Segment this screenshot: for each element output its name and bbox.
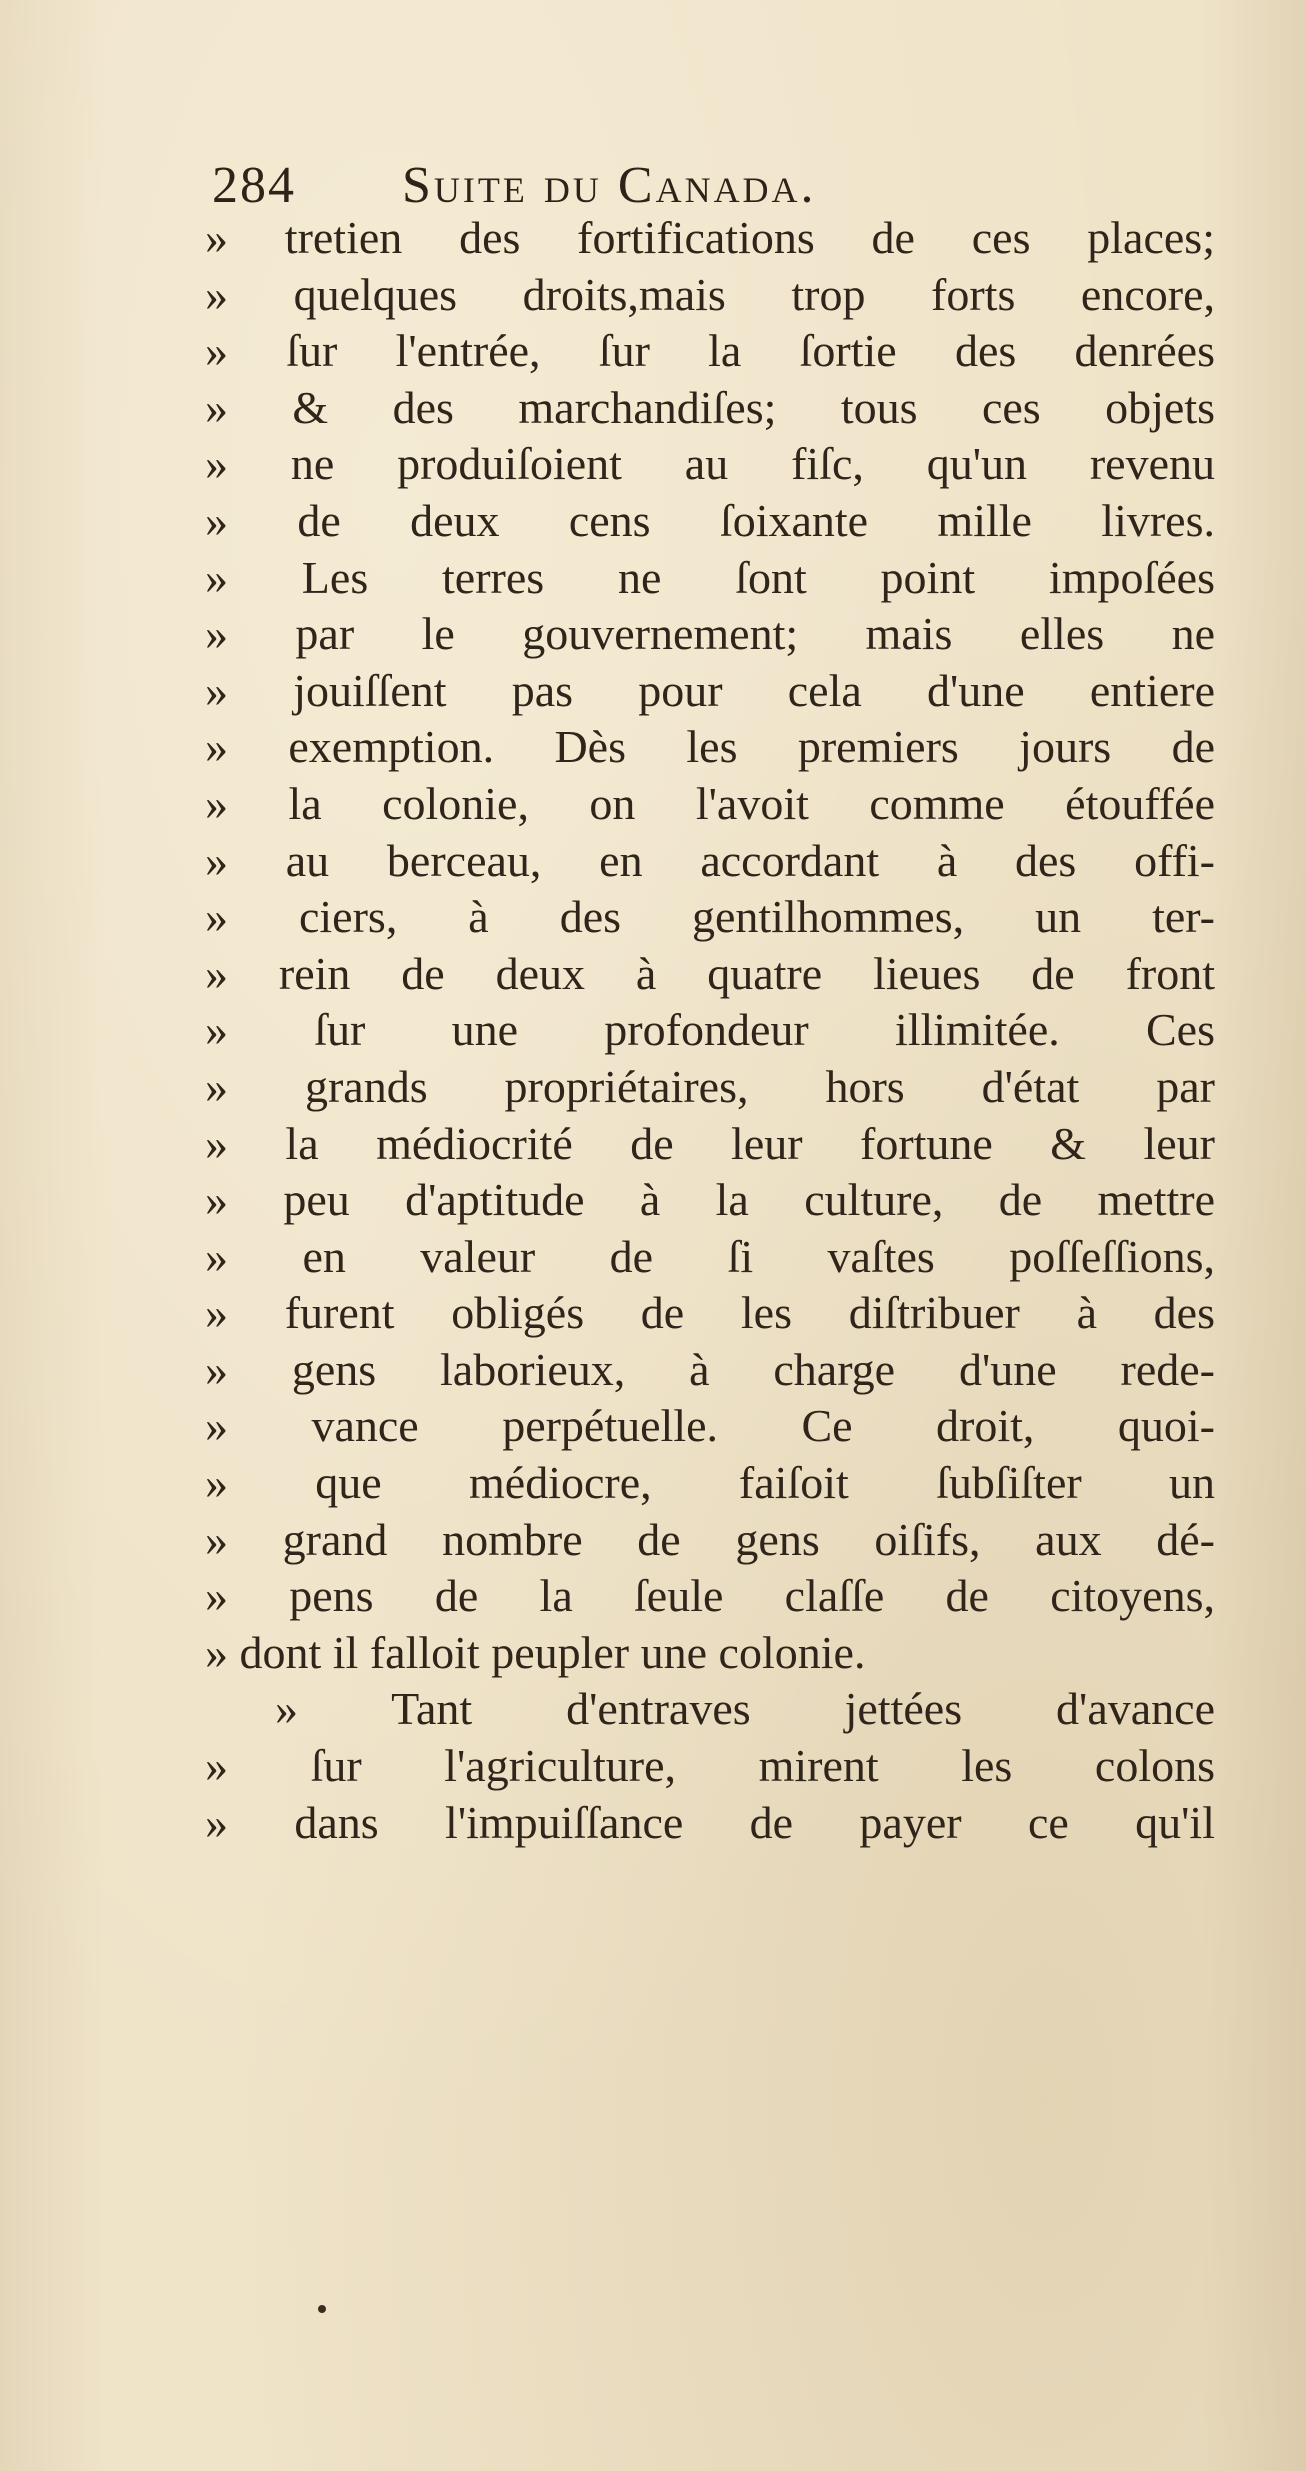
text-line: » exemption. Dès les premiers jours de (205, 721, 1215, 773)
text-line: » peu d'aptitude à la culture, de mettre (205, 1174, 1215, 1226)
ink-speck (318, 2305, 326, 2313)
running-title: Suite du Canada. (402, 157, 817, 214)
text-line: » la médiocrité de leur fortune & leur (205, 1117, 1215, 1169)
text-line: » tretien des fortifications de ces places; (205, 212, 1215, 263)
text-line: » rein de deux à quatre lieues de front (205, 947, 1215, 999)
text-line: » que médiocre, faiſoit ſubſiſter un (205, 1457, 1215, 1509)
text-line: » par le gouvernement; mais elles ne (205, 608, 1215, 660)
text-line: » jouiſſent pas pour cela d'une entiere (205, 664, 1215, 716)
text-line: » dont il falloit peupler une colonie. (205, 1626, 866, 1678)
running-head (212, 156, 1212, 216)
text-line: » la colonie, on l'avoit comme étouffée (205, 777, 1215, 829)
text-line: » pens de la ſeule claſſe de citoyens, (205, 1570, 1215, 1622)
text-line: » ſur une profondeur illimitée. Ces (205, 1004, 1215, 1056)
text-line: » de deux cens ſoixante mille livres. (205, 494, 1215, 546)
text-line: » quelques droits,mais trop forts encore, (205, 268, 1215, 320)
text-line: » gens laborieux, à charge d'une rede- (205, 1343, 1215, 1395)
text-line: » au berceau, en accordant à des offi- (205, 834, 1215, 886)
text-line: » Les terres ne ſont point impoſées (205, 551, 1215, 603)
text-line: » ſur l'entrée, ſur la ſortie des denrées (205, 325, 1215, 377)
text-line: » grand nombre de gens oiſifs, aux dé- (205, 1513, 1215, 1565)
text-line-indented: » Tant d'entraves jettées d'avance (275, 1683, 1215, 1735)
text-line: » furent obligés de les diſtribuer à des (205, 1287, 1215, 1339)
text-line: » en valeur de ſi vaſtes poſſeſſions, (205, 1230, 1215, 1282)
text-line: » vance perpétuelle. Ce droit, quoi- (205, 1400, 1215, 1452)
text-line: » ciers, à des gentilhommes, un ter- (205, 891, 1215, 943)
text-line: » ne produiſoient au fiſc, qu'un revenu (205, 438, 1215, 490)
text-line: » ſur l'agriculture, mirent les colons (205, 1740, 1215, 1792)
page-number: 284 (212, 157, 296, 214)
text-line: » dans l'impuiſſance de payer ce qu'il (205, 1796, 1215, 1848)
body-text (205, 210, 1215, 1851)
text-line: » grands propriétaires, hors d'état par (205, 1060, 1215, 1112)
text-line: » & des marchandiſes; tous ces objets (205, 381, 1215, 433)
